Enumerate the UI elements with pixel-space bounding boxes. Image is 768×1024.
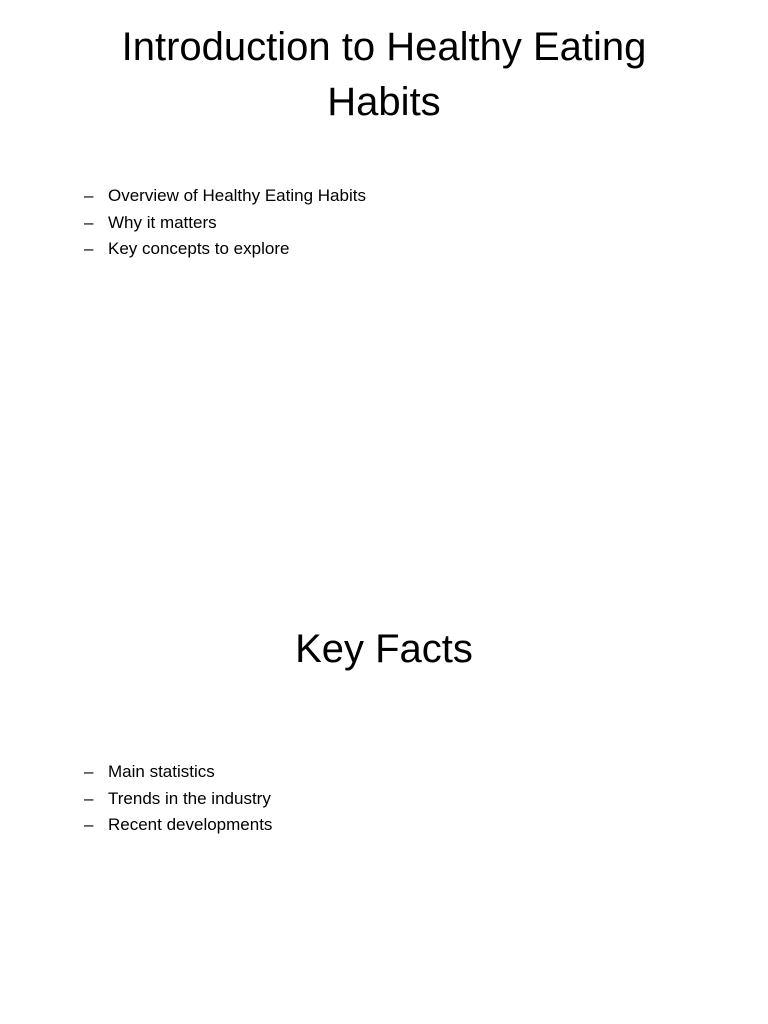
bullet-dash: –	[84, 186, 94, 205]
bullet-text: Trends in the industry	[108, 788, 271, 808]
bullet-dash: –	[84, 762, 94, 781]
bullet-text: Key concepts to explore	[108, 239, 290, 258]
slide-title: Introduction to Healthy Eating Habits	[121, 25, 647, 124]
bullet-text: Recent developments	[108, 815, 273, 834]
slide-title: Key Facts	[295, 627, 473, 671]
bullet-item	[84, 812, 272, 839]
bullet-list	[84, 759, 272, 839]
slide-key-facts	[0, 512, 768, 1024]
bullet-dash: –	[84, 212, 94, 232]
bullet-dash: –	[84, 788, 94, 808]
bullet-item	[84, 759, 272, 786]
bullet-text: Main statistics	[108, 762, 215, 781]
bullet-dash: –	[84, 239, 94, 258]
bullet-item	[84, 786, 272, 813]
bullet-text: Why it matters	[108, 212, 217, 232]
bullet-text: Overview of Healthy Eating Habits	[108, 186, 366, 205]
bullet-item	[84, 236, 366, 263]
bullet-list	[84, 183, 366, 263]
bullet-item	[84, 210, 366, 237]
bullet-item	[84, 183, 366, 210]
bullet-dash: –	[84, 815, 94, 834]
